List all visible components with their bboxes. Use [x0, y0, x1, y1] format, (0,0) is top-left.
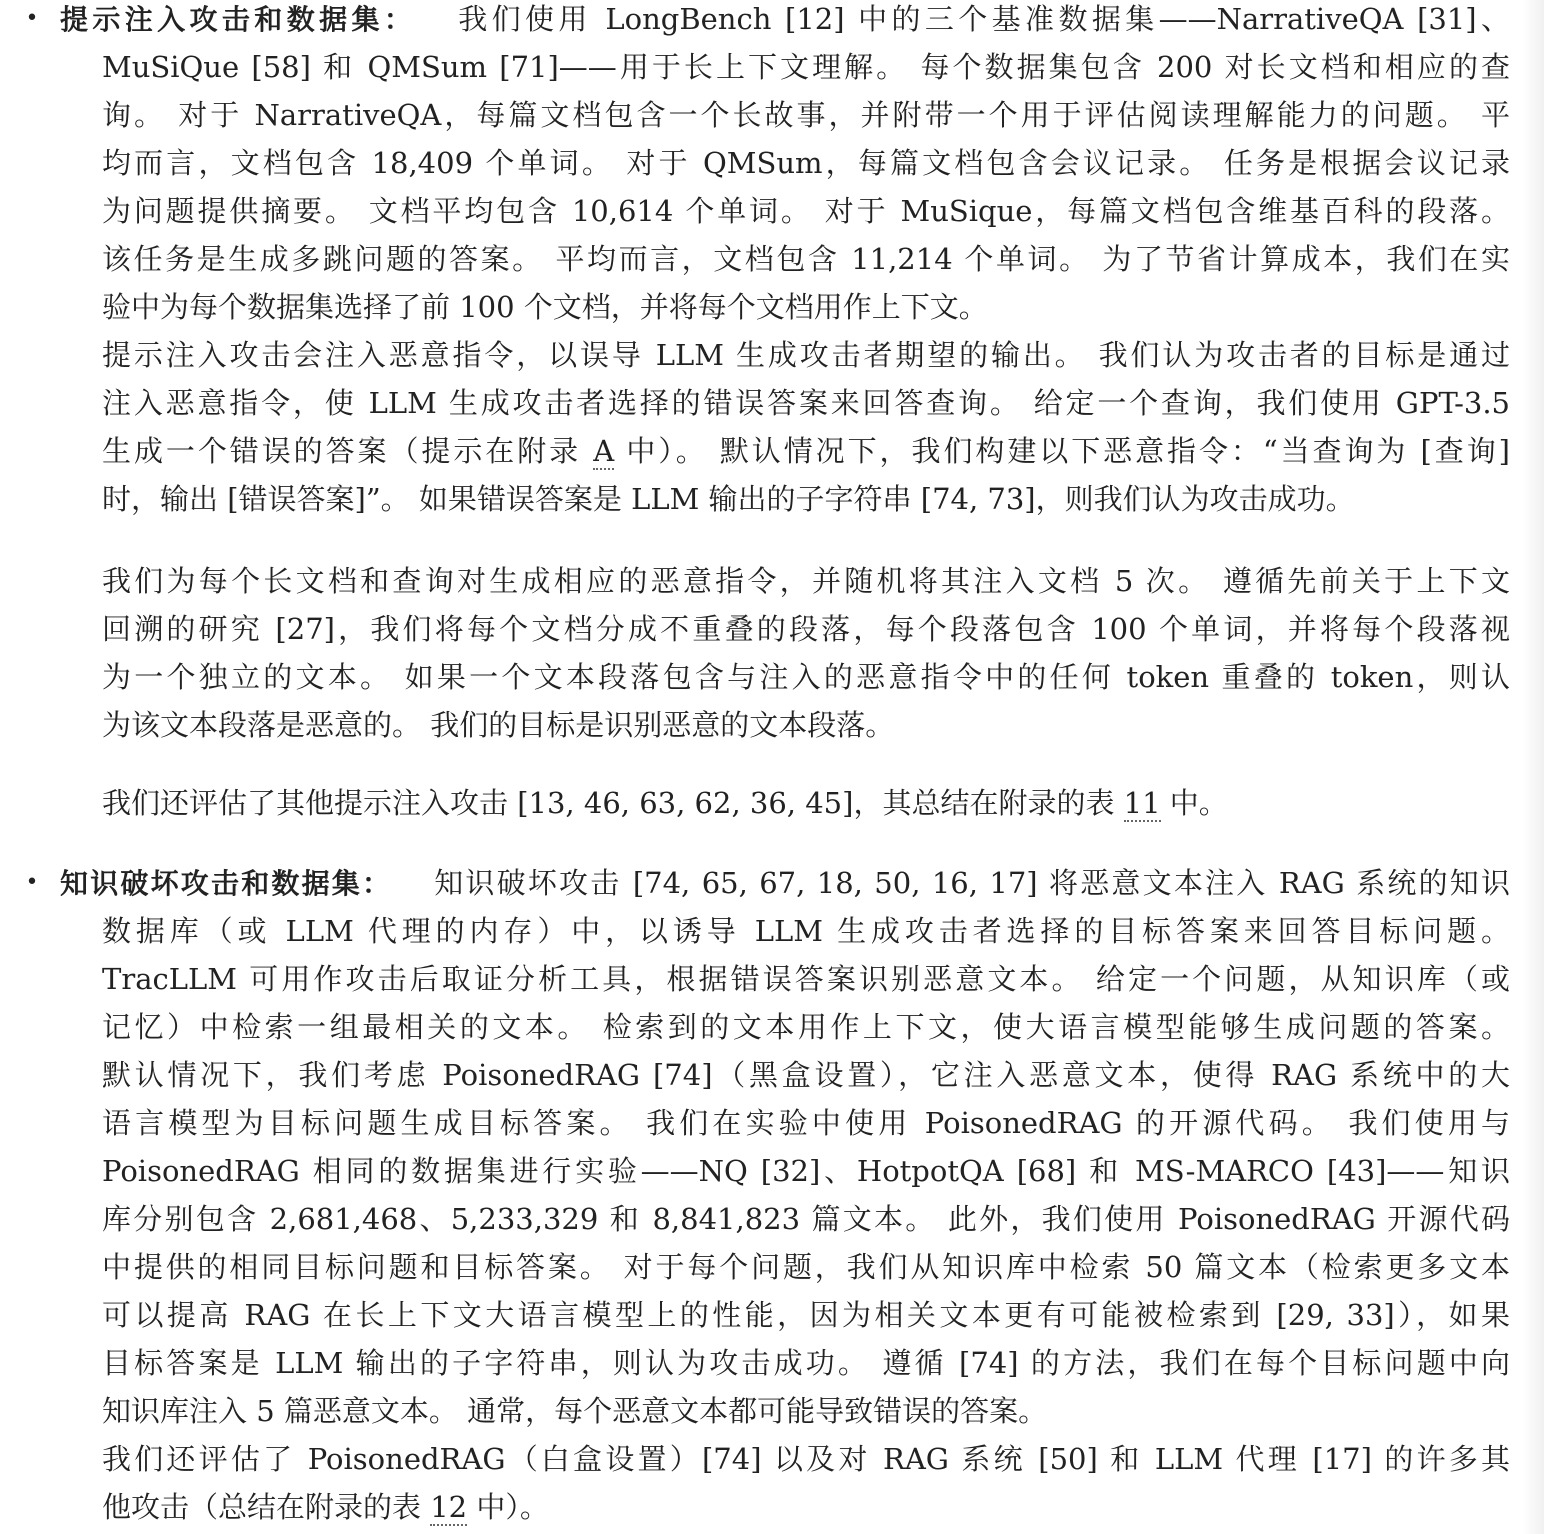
text-line: 库分别包含 2,681,468、5,233,329 和 8,841,823 篇文本。 此外，我们使用 PoisonedRAG 开源代码 — [102, 1202, 1510, 1236]
text-line: 可以提高 RAG 在长上下文大语言模型上的性能，因为相关文本更有可能被检索到 [29, 33]），如果 — [102, 1298, 1510, 1332]
text-line: 知识库注入 5 篇恶意文本。 通常，每个恶意文本都可能导致错误的答案。 — [102, 1394, 1048, 1428]
table-reference-link[interactable]: 12 — [430, 1490, 468, 1524]
paragraph-4 — [60, 859, 1510, 908]
paragraph-4-body — [102, 907, 1510, 1531]
bullet-icon: • — [25, 6, 39, 31]
item-lead-heading: 提示注入攻击和数据集： — [60, 3, 417, 36]
page-edge-shadow — [1522, 0, 1544, 1534]
text-line: TracLLM 可用作攻击后取证分析工具，根据错误答案识别恶意文本。 给定一个问题，从知识库（或 — [102, 962, 1510, 996]
text-line: 我们还评估了 PoisonedRAG（白盒设置）[74] 以及对 RAG 系统 [50] 和 LLM 代理 [17] 的许多其 — [102, 1442, 1510, 1476]
text-line: 验中为每个数据集选择了前 100 个文档，并将每个文档用作上下文。 — [102, 290, 988, 324]
paragraph-1 — [60, 0, 1510, 44]
text-line: 目标答案是 LLM 输出的子字符串，则认为攻击成功。 遵循 [74] 的方法，我们在每个目标问题中向 — [102, 1346, 1510, 1380]
text-line: 为问题提供摘要。 文档平均包含 10,614 个单词。 对于 MuSique，每篇文档包含维基百科的段落。 — [102, 194, 1510, 228]
paragraph-1-body — [102, 43, 1510, 523]
item-lead-heading: 知识破坏攻击和数据集： — [60, 867, 393, 900]
text-line: 记忆）中检索一组最相关的文本。 检索到的文本用作上下文，使大语言模型能够生成问题的答案。 — [102, 1010, 1510, 1044]
text-line: 注入恶意指令，使 LLM 生成攻击者选择的错误答案来回答查询。 给定一个查询，我们使用 GPT-3.5 — [102, 386, 1510, 420]
appendix-reference-link[interactable]: A — [593, 434, 615, 468]
text-line: 为一个独立的文本。 如果一个文本段落包含与注入的恶意指令中的任何 token 重叠的 token，则认 — [102, 660, 1510, 694]
text-line: 回溯的研究 [27]，我们将每个文档分成不重叠的段落，每个段落包含 100 个单词，并将每个段落视 — [102, 612, 1510, 646]
text-line: 该任务是生成多跳问题的答案。 平均而言，文档包含 11,214 个单词。 为了节省计算成本，我们在实 — [102, 242, 1510, 276]
text-line: 为该文本段落是恶意的。 我们的目标是识别恶意的文本段落。 — [102, 708, 895, 742]
text-line: 询。 对于 NarrativeQA，每篇文档包含一个长故事，并附带一个用于评估阅读理解能力的问题。 平 — [102, 98, 1510, 132]
text-line: 默认情况下，我们考虑 PoisonedRAG [74]（黑盒设置），它注入恶意文本，使得 RAG 系统中的大 — [102, 1058, 1510, 1092]
text-line: 我们还评估了其他提示注入攻击 [13, 46, 63, 62, 36, 45]，其总结在附录的表 11 中。 — [102, 786, 1228, 820]
text-line: 他攻击（总结在附录的表 12 中）。 — [102, 1490, 549, 1524]
text-line: 我们为每个长文档和查询对生成相应的恶意指令，并随机将其注入文档 5 次。 遵循先前关于上下文 — [102, 564, 1510, 598]
text-line: 语言模型为目标问题生成目标答案。 我们在实验中使用 PoisonedRAG 的开源代码。 我们使用与 — [102, 1106, 1510, 1140]
paragraph-3 — [102, 779, 1510, 827]
bullet-icon: • — [25, 870, 39, 895]
text-line: 均而言，文档包含 18,409 个单词。 对于 QMSum，每篇文档包含会议记录。 任务是根据会议记录 — [102, 146, 1510, 180]
text-line: MuSiQue [58] 和 QMSum [71]——用于长上下文理解。 每个数据集包含 200 对长文档和相应的查 — [102, 50, 1510, 84]
text-line: 提示注入攻击会注入恶意指令，以误导 LLM 生成攻击者期望的输出。 我们认为攻击者的目标是通过 — [102, 338, 1510, 372]
paragraph-2 — [102, 557, 1510, 749]
text-line: 数据库（或 LLM 代理的内存）中，以诱导 LLM 生成攻击者选择的目标答案来回答目标问题。 — [102, 914, 1510, 948]
table-reference-link[interactable]: 11 — [1123, 786, 1161, 820]
text-line: 时，输出 [错误答案]”。 如果错误答案是 LLM 输出的子字符串 [74, 73]，则我们认为攻击成功。 — [102, 482, 1355, 516]
text-line: 知识破坏攻击和数据集： 知识破坏攻击 [74, 65, 67, 18, 50, 16, 17] 将恶意文本注入 RAG 系统的知识 — [60, 866, 1510, 900]
text-line: 生成一个错误的答案（提示在附录 A 中）。 默认情况下，我们构建以下恶意指令：“当查询为 [查询] — [102, 434, 1510, 468]
text-line: 提示注入攻击和数据集： 我们使用 LongBench [12] 中的三个基准数据集——NarrativeQA [31]、 — [60, 2, 1510, 36]
text-line: PoisonedRAG 相同的数据集进行实验——NQ [32]、HotpotQA [68] 和 MS-MARCO [43]——知识 — [102, 1154, 1510, 1188]
text-line: 中提供的相同目标问题和目标答案。 对于每个问题，我们从知识库中检索 50 篇文本（检索更多文本 — [102, 1250, 1510, 1284]
